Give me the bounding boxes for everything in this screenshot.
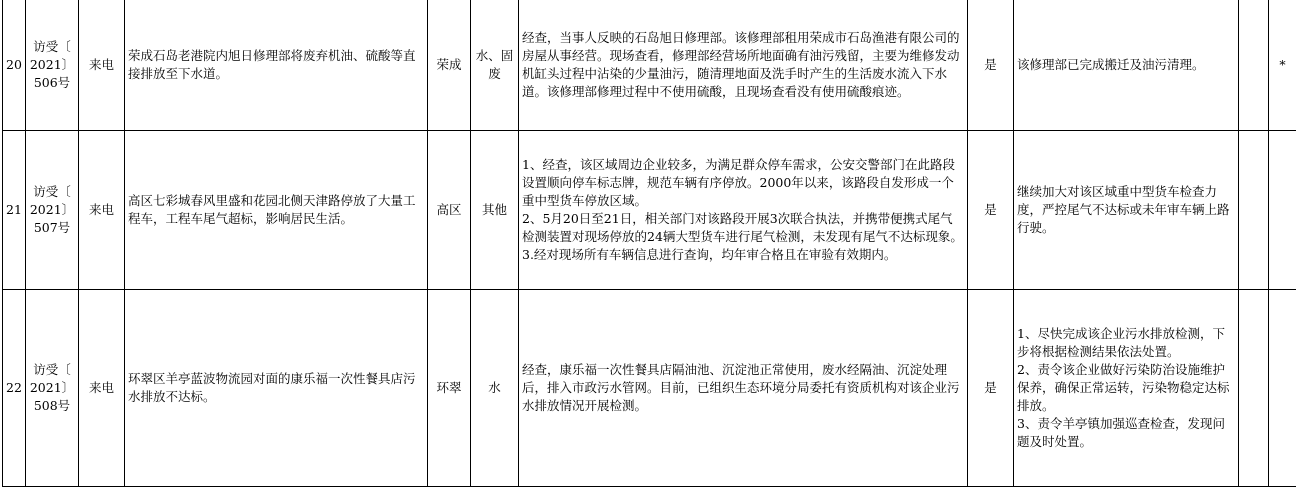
complaint-table xyxy=(2,0,1296,487)
extra-column-2 xyxy=(1269,131,1296,290)
complaint-content: 荣成石岛老港院内旭日修理部将废弃机油、硫酸等直接排放至下水道。 xyxy=(125,0,428,131)
row-number: 20 xyxy=(3,0,26,131)
verified-flag: 是 xyxy=(968,0,1014,131)
region: 高区 xyxy=(428,131,471,290)
extra-column-1 xyxy=(1239,131,1269,290)
complaint-content: 高区七彩城春风里盛和花园北侧天津路停放了大量工程车，工程车尾气超标，影响居民生活。 xyxy=(125,131,428,290)
case-code: 访受〔 2021〕 508号 xyxy=(26,290,79,487)
table-row xyxy=(3,131,1296,290)
source: 来电 xyxy=(79,0,125,131)
verified-flag: 是 xyxy=(968,290,1014,487)
extra-column-2: * xyxy=(1269,0,1296,131)
region: 荣成 xyxy=(428,0,471,131)
source: 来电 xyxy=(79,131,125,290)
handling-action: 继续加大对该区域重中型货车检查力度，严控尾气不达标或未年审车辆上路行驶。 xyxy=(1014,131,1239,290)
pollution-type: 水 xyxy=(471,290,519,487)
table-row xyxy=(3,290,1296,487)
extra-column-1 xyxy=(1239,0,1269,131)
row-number: 22 xyxy=(3,290,26,487)
handling-action: 该修理部已完成搬迁及油污清理。 xyxy=(1014,0,1239,131)
case-code: 访受〔 2021〕 506号 xyxy=(26,0,79,131)
table-row xyxy=(3,0,1296,131)
source: 来电 xyxy=(79,290,125,487)
handling-action: 1、尽快完成该企业污水排放检测，下步将根据检测结果依法处置。 2、责令该企业做好污染防治设施维护保养，确保正常运转，污染物稳定达标排放。 3、责令羊亭镇加强巡查检查，发现问题及时处置。 xyxy=(1014,290,1239,487)
extra-column-2 xyxy=(1269,290,1296,487)
investigation-finding: 经查，康乐福一次性餐具店隔油池、沉淀池正常使用，废水经隔油、沉淀处理后，排入市政污水管网。目前，已组织生态环境分局委托有资质机构对该企业污水排放情况开展检测。 xyxy=(519,290,968,487)
verified-flag: 是 xyxy=(968,131,1014,290)
region: 环翠 xyxy=(428,290,471,487)
investigation-finding: 经查，当事人反映的石岛旭日修理部。该修理部租用荣成市石岛渔港有限公司的房屋从事经营。现场查看，修理部经营场所地面确有油污残留，主要为维修发动机缸头过程中沾染的少量油污，随清理地面及洗手时产生的生活废水流入下水道。该修理部修理过程中不使用硫酸，且现场查看没有使用硫酸痕迹。 xyxy=(519,0,968,131)
extra-column-1 xyxy=(1239,290,1269,487)
row-number: 21 xyxy=(3,131,26,290)
pollution-type: 水、固 废 xyxy=(471,0,519,131)
complaint-content: 环翠区羊亭蓝波物流园对面的康乐福一次性餐具店污水排放不达标。 xyxy=(125,290,428,487)
case-code: 访受〔 2021〕 507号 xyxy=(26,131,79,290)
pollution-type: 其他 xyxy=(471,131,519,290)
investigation-finding: 1、经查，该区域周边企业较多，为满足群众停车需求，公安交警部门在此路段设置顺向停车标志牌，规范车辆有序停放。2000年以来，该路段自发形成一个重中型货车停放区域。 2、5月20日至21日，相关部门对该路段开展3次联合执法，并携带便携式尾气检测装置对现场停放的24辆大型货车进行尾气检测，未发现有尾气不达标现象。 3.经对现场所有车辆信息进行查询，均年审合格且在审验有效期内。 xyxy=(519,131,968,290)
